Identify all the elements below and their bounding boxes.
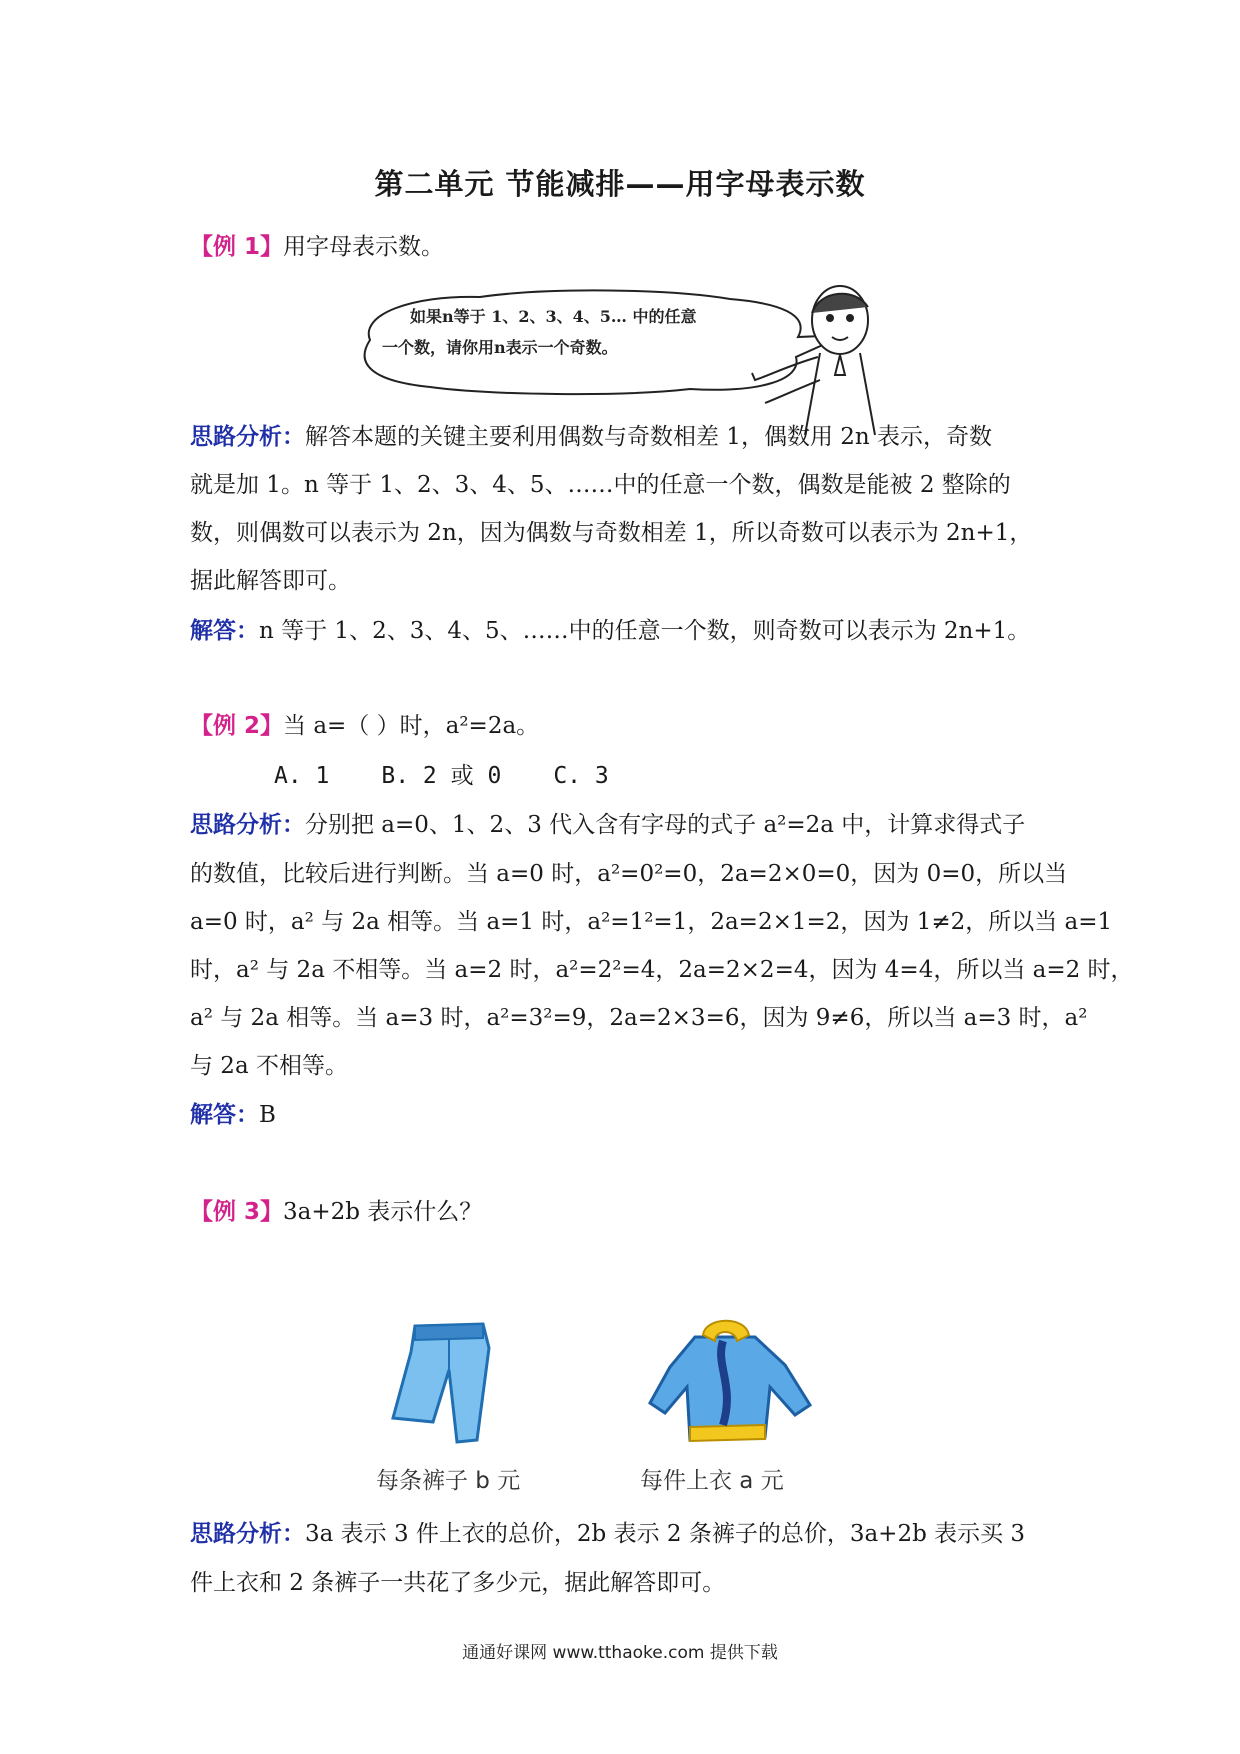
example-2-analysis-line-2: 的数值，比较后进行判断。当 a=0 时，a²=0²=0，2a=2×0=0，因为 0=0，所以当 bbox=[190, 861, 1068, 887]
analysis-text: 3a 表示 3 件上衣的总价，2b 表示 2 条裤子的总价，3a+2b 表示买 3 bbox=[305, 1521, 1026, 1547]
example-1-analysis-line-4: 据此解答即可。 bbox=[190, 568, 351, 594]
example-1-analysis-label: 思路分析： bbox=[190, 424, 305, 450]
example-1-analysis-line-2: 就是加 1。n 等于 1、2、3、4、5、……中的任意一个数，偶数是能被 2 整除的 bbox=[190, 472, 1011, 498]
example-1-label: 【例 1】 bbox=[190, 234, 284, 260]
example-2-analysis-line-5: a² 与 2a 相等。当 a=3 时，a²=3²=9，2a=2×3=6，因为 9≠6，所以当 a=3 时，a² bbox=[190, 1005, 1088, 1031]
bubble-line-1: 如果n等于 1、2、3、4、5… 中的任意 bbox=[410, 307, 697, 326]
jacket-image bbox=[645, 1315, 815, 1450]
example-2-analysis-line-6: 与 2a 不相等。 bbox=[190, 1053, 348, 1079]
pants-image bbox=[385, 1318, 505, 1448]
example-3-analysis-line-1 bbox=[190, 1515, 1025, 1548]
footer: 通通好课网 www.tthaoke.com 提供下载 bbox=[462, 1643, 778, 1663]
option-b: B. 2 或 0 bbox=[381, 763, 502, 789]
example-2-label: 【例 2】 bbox=[190, 713, 284, 739]
jacket-caption: 每件上衣 a 元 bbox=[640, 1468, 784, 1494]
example-3-analysis-label: 思路分析： bbox=[190, 1521, 305, 1547]
answer-text: n 等于 1、2、3、4、5、……中的任意一个数，则奇数可以表示为 2n+1。 bbox=[259, 618, 1031, 644]
analysis-text: 解答本题的关键主要利用偶数与奇数相差 1，偶数用 2n 表示，奇数 bbox=[305, 424, 993, 450]
example-2-heading bbox=[190, 707, 539, 740]
example-3-heading bbox=[190, 1193, 482, 1226]
analysis-text: 分别把 a=0、1、2、3 代入含有字母的式子 a²=2a 中，计算求得式子 bbox=[305, 812, 1026, 838]
example-3-question: 3a+2b 表示什么？ bbox=[283, 1199, 483, 1225]
example-2-answer bbox=[190, 1096, 276, 1129]
example-2-analysis-line-1 bbox=[190, 806, 1025, 839]
example-1-question: 用字母表示数。 bbox=[283, 234, 445, 260]
page-title: 第二单元 节能减排——用字母表示数 bbox=[374, 167, 866, 201]
example-1-analysis-line-1 bbox=[190, 418, 992, 451]
example-2-question: 当 a=（ ）时，a²=2a。 bbox=[283, 713, 540, 739]
example-1-analysis-line-3: 数，则偶数可以表示为 2n，因为偶数与奇数相差 1，所以奇数可以表示为 2n+1， bbox=[190, 520, 1033, 546]
example-1-answer-label: 解答： bbox=[190, 618, 259, 644]
option-a: A. 1 bbox=[274, 763, 330, 789]
option-c: C. 3 bbox=[553, 763, 609, 789]
pants-caption: 每条裤子 b 元 bbox=[376, 1468, 521, 1494]
example-2-analysis-line-3: a=0 时，a² 与 2a 相等。当 a=1 时，a²=1²=1，2a=2×1=2，因为 1≠2，所以当 a=1 bbox=[190, 909, 1113, 935]
example-2-analysis-line-4: 时，a² 与 2a 不相等。当 a=2 时，a²=2²=4，2a=2×2=4，因为 4=4，所以当 a=2 时， bbox=[190, 957, 1134, 983]
bubble-line-2: 一个数，请你用n表示一个奇数。 bbox=[382, 338, 618, 357]
example-1-answer bbox=[190, 612, 1030, 645]
answer-text: B bbox=[259, 1102, 276, 1128]
example-2-analysis-label: 思路分析： bbox=[190, 812, 305, 838]
example-3-label: 【例 3】 bbox=[190, 1199, 284, 1225]
example-1-illustration bbox=[350, 285, 890, 435]
example-1-heading bbox=[190, 228, 444, 261]
example-3-analysis-line-2: 件上衣和 2 条裤子一共花了多少元，据此解答即可。 bbox=[190, 1570, 726, 1596]
example-2-answer-label: 解答： bbox=[190, 1102, 259, 1128]
example-2-options bbox=[274, 757, 661, 790]
